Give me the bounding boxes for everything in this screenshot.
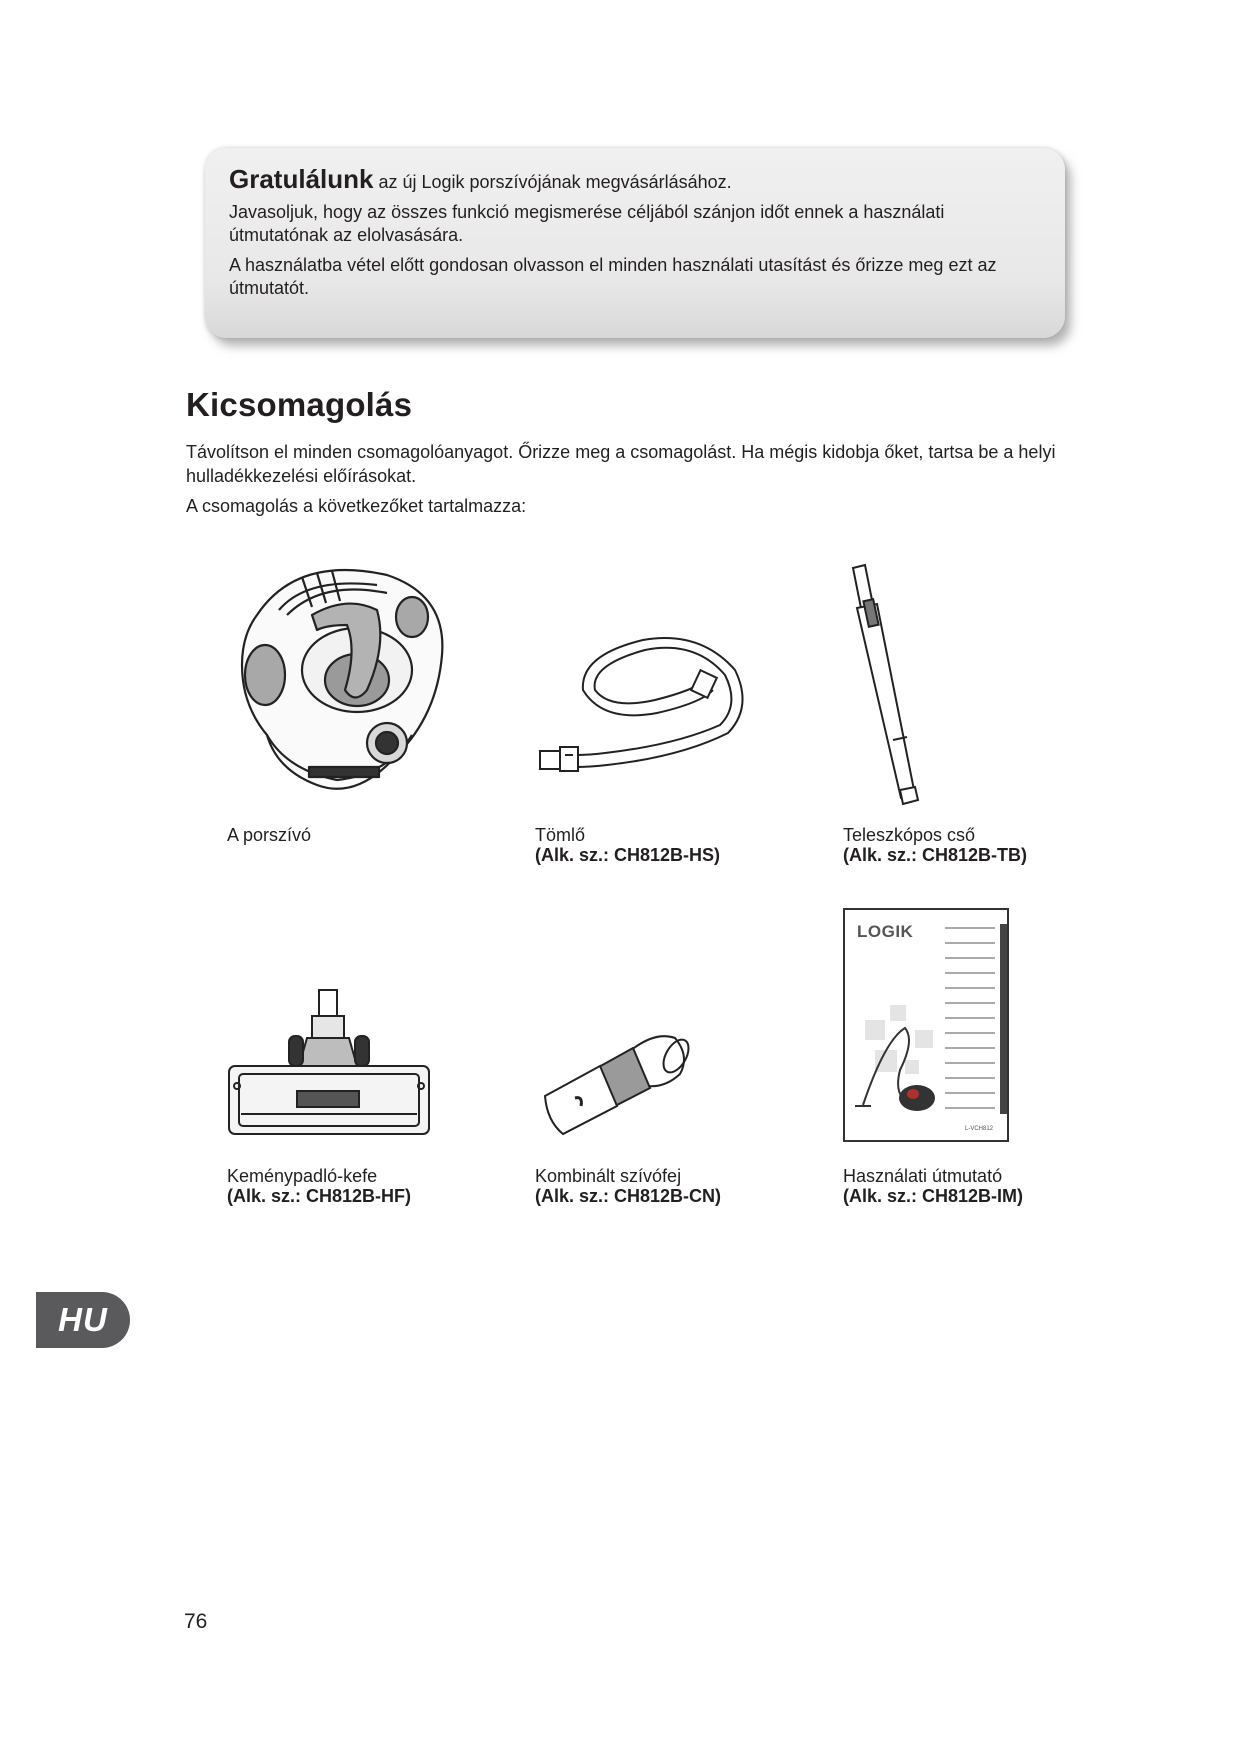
item-part-number: (Alk. sz.: CH812B-HS) [535, 845, 721, 865]
intro-title-suffix: az új Logik porszívójának megvásárlásához. [373, 172, 732, 192]
manual-model: L-VCH812 [964, 1126, 993, 1132]
item-name: Keménypadló-kefe [227, 1166, 378, 1186]
item-name: Kombinált szívófej [535, 1166, 682, 1186]
section-paragraph-1: Távolítson el minden csomagolóanyagot. Őrizze meg a csomagolást. Ha mégis kidobja őket, tartsa be a helyi hulladékkezelési előírásokat. [186, 442, 1056, 486]
intro-paragraph-1: Javasoljuk, hogy az összes funkció megismerése céljából szánjon időt ennek a használati útmutatónak az elolvasására. [229, 202, 945, 245]
intro-title: Gratulálunk [229, 164, 374, 194]
floor-brush-icon [227, 988, 447, 1148]
item-caption [227, 825, 527, 845]
section-paragraph-2: A csomagolás a következőket tartalmazza: [186, 496, 527, 516]
intro-text [229, 164, 1044, 307]
manual-icon [843, 908, 1009, 1142]
intro-box [205, 148, 1065, 338]
item-name: Tömlő [535, 825, 586, 845]
item-caption [535, 1166, 835, 1206]
vacuum-cleaner-icon [227, 555, 467, 805]
item-name: Használati útmutató [843, 1166, 1003, 1186]
item-caption [843, 1166, 1143, 1206]
manual-cover-graphic [845, 910, 1007, 1140]
item-caption [535, 825, 835, 865]
page-number: 76 [184, 1610, 208, 1633]
intro-paragraph-2: A használatba vétel előtt gondosan olvasson el minden használati utasítást és őrizze meg ezt az útmutatót. [229, 255, 997, 298]
hose-icon [535, 635, 755, 795]
item-part-number: (Alk. sz.: CH812B-IM) [843, 1186, 1024, 1206]
item-part-number: (Alk. sz.: CH812B-TB) [843, 845, 1028, 865]
item-caption [843, 825, 1143, 865]
language-tab: HU [36, 1292, 130, 1348]
section-title: Kicsomagolás [186, 386, 413, 423]
manual-cover [843, 908, 1009, 1142]
combination-nozzle-icon [535, 1026, 695, 1136]
section-body [186, 440, 1086, 524]
item-name: Teleszkópos cső [843, 825, 976, 845]
item-part-number: (Alk. sz.: CH812B-CN) [535, 1186, 722, 1206]
manual-brand: LOGIK [857, 922, 914, 941]
telescopic-tube-icon [843, 560, 943, 810]
item-part-number: (Alk. sz.: CH812B-HF) [227, 1186, 412, 1206]
item-name: A porszívó [227, 825, 312, 845]
item-caption [227, 1166, 527, 1206]
